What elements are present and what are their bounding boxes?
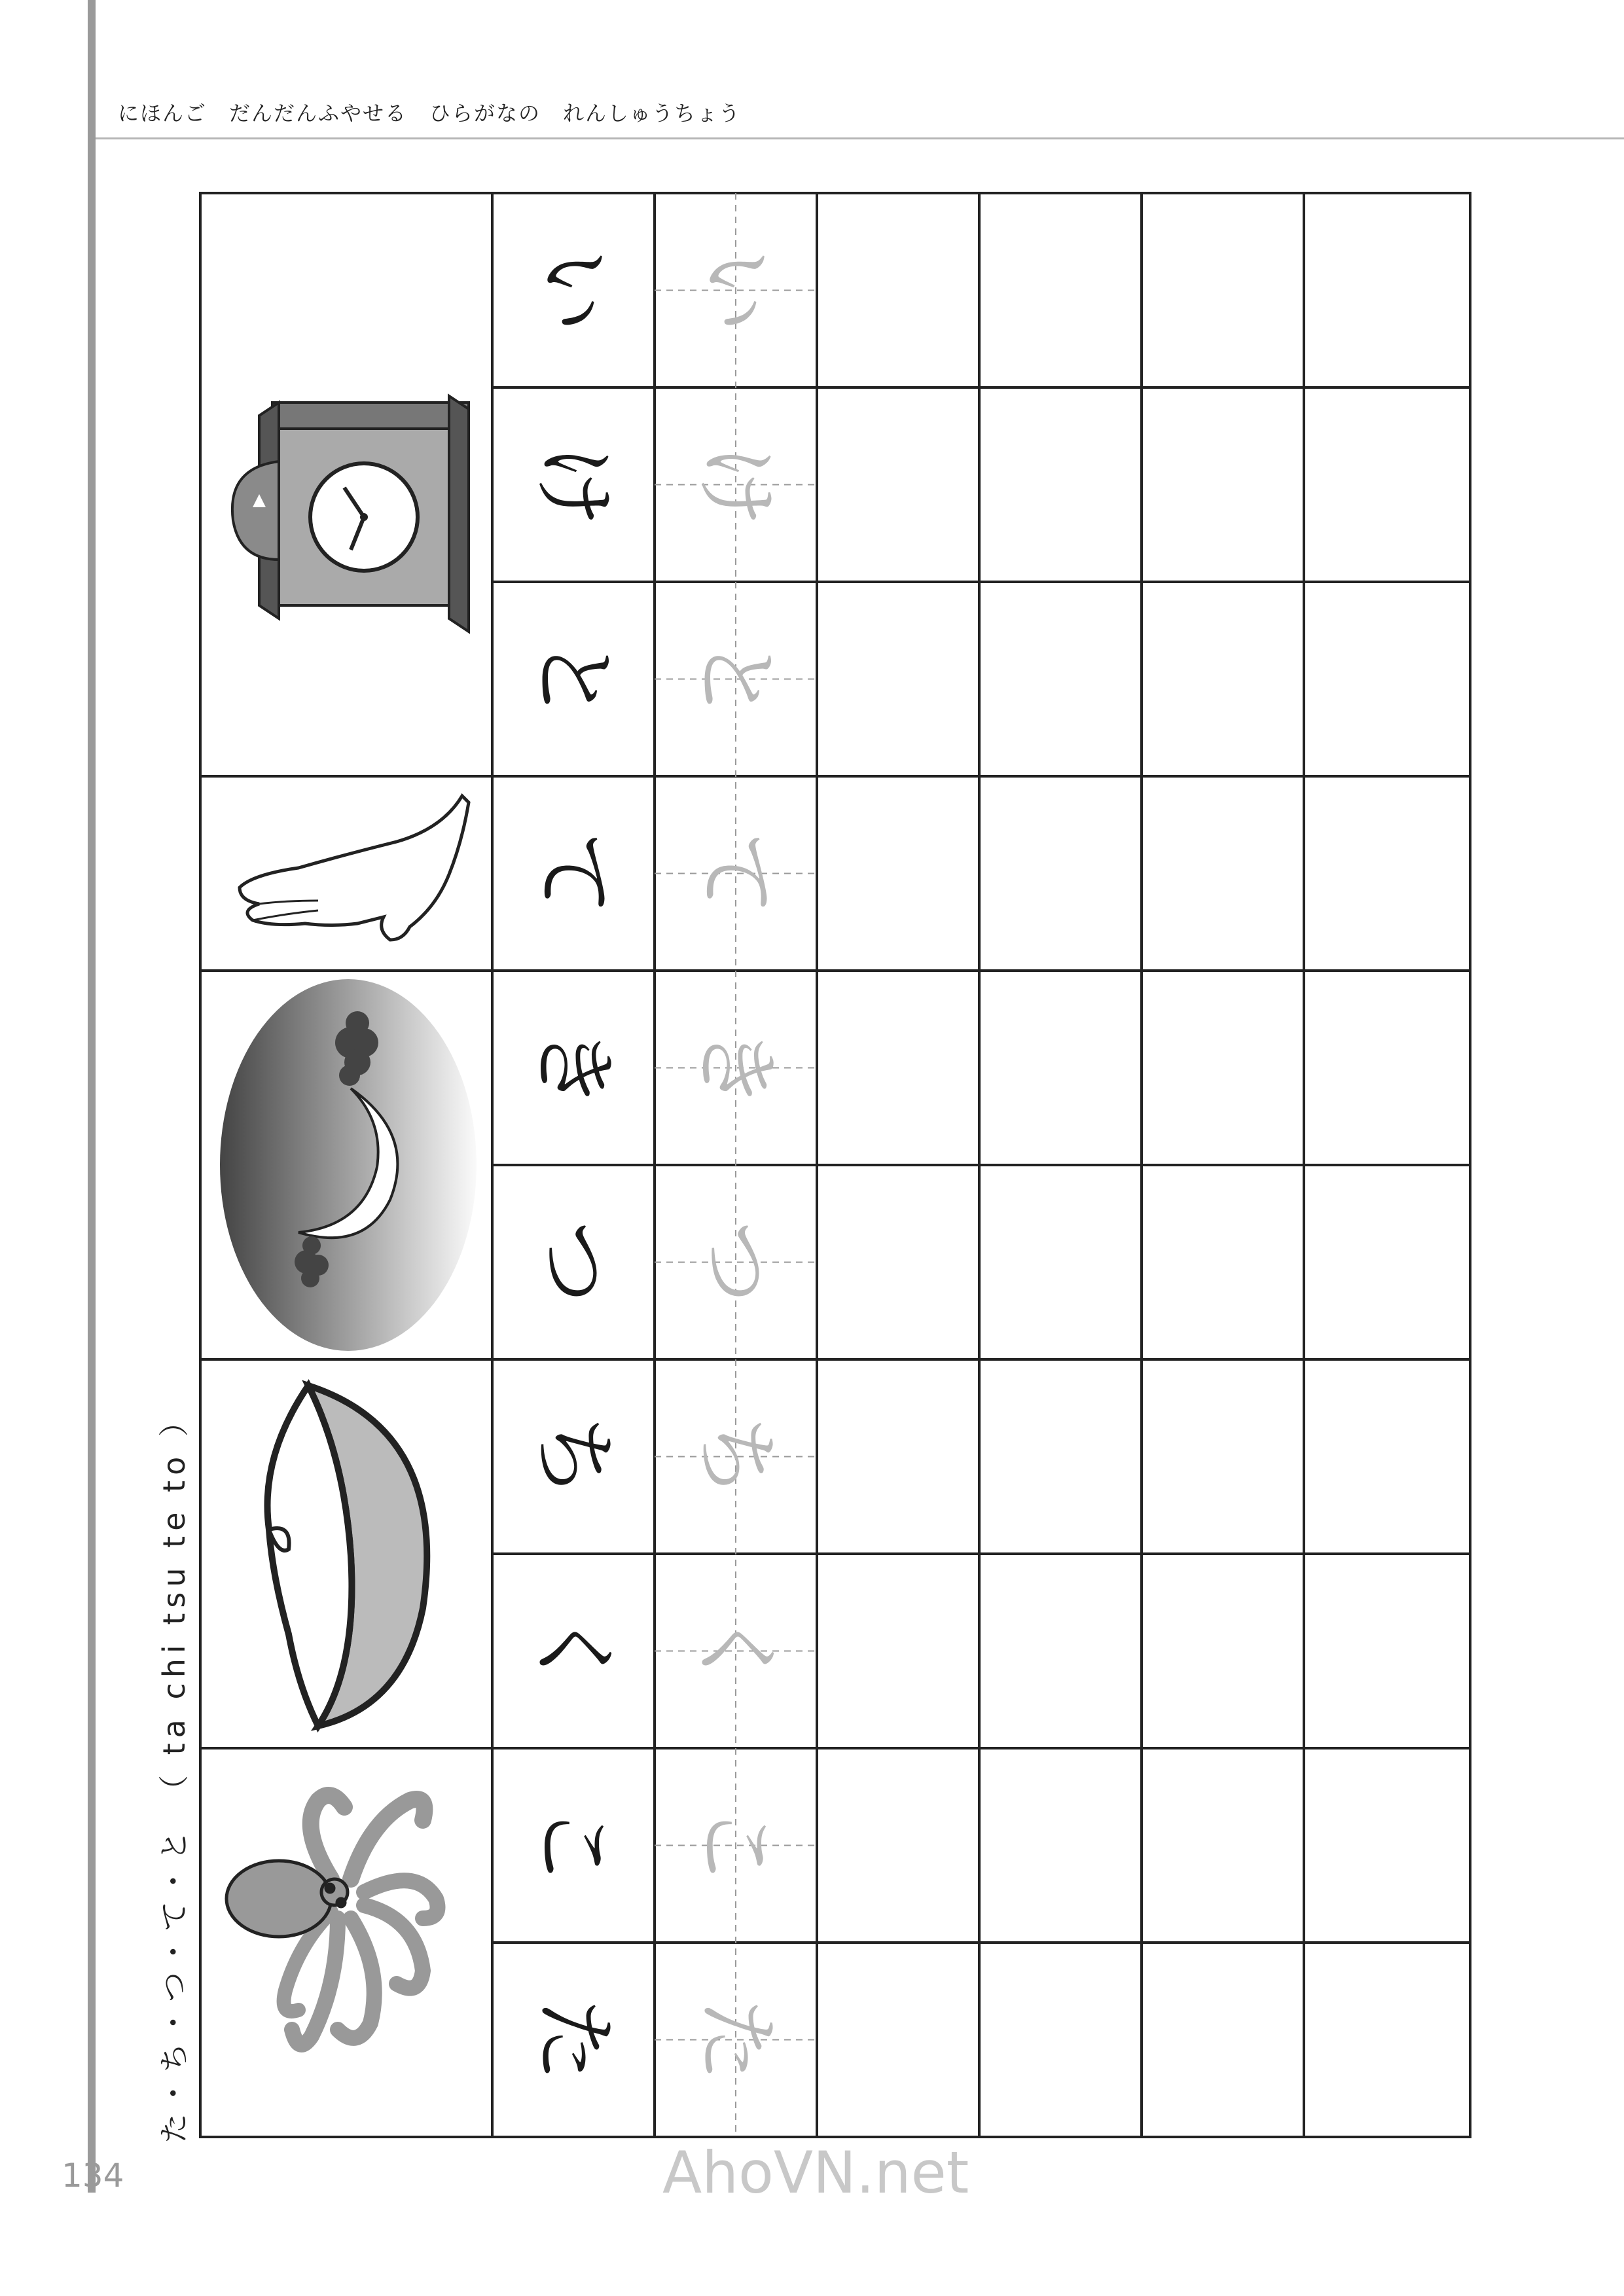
mantel-clock-icon <box>200 193 492 776</box>
model-character: た <box>525 1998 623 2082</box>
practice-cell[interactable] <box>1304 582 1466 776</box>
practice-cell[interactable] <box>817 776 979 971</box>
practice-cell[interactable] <box>817 1943 979 2137</box>
header-rule <box>96 137 1624 139</box>
page-number: 134 <box>62 2157 124 2195</box>
model-character: い <box>525 248 623 332</box>
practice-cell[interactable] <box>1142 1165 1304 1359</box>
practice-cell[interactable] <box>817 582 979 776</box>
crescent-moon-icon <box>200 971 492 1359</box>
practice-cell[interactable] <box>1142 1748 1304 1943</box>
model-character: こ <box>525 1803 623 1888</box>
practice-cell[interactable] <box>1304 776 1466 971</box>
practice-cell[interactable] <box>979 582 1142 776</box>
practice-cell[interactable] <box>1142 971 1304 1165</box>
practice-cell[interactable] <box>979 1943 1142 2137</box>
model-character: と <box>525 637 623 721</box>
practice-cell[interactable] <box>1142 582 1304 776</box>
practice-cell[interactable] <box>1142 1359 1304 1554</box>
practice-cell[interactable] <box>979 387 1142 582</box>
practice-cell[interactable] <box>817 971 979 1165</box>
practice-cell[interactable] <box>1142 1554 1304 1748</box>
model-character: け <box>525 442 623 527</box>
practice-cell[interactable] <box>1304 1748 1466 1943</box>
practice-cell[interactable] <box>817 1359 979 1554</box>
practice-cell[interactable] <box>1142 1943 1304 2137</box>
watermark: AhoVN.net <box>662 2139 969 2206</box>
trace-character: と <box>687 637 785 721</box>
practice-cell[interactable] <box>1142 776 1304 971</box>
trace-character: て <box>687 831 785 916</box>
practice-cell[interactable] <box>979 971 1142 1165</box>
page-header-title: にほんご だんだんふやせる ひらがなの れんしゅうちょう <box>118 101 742 126</box>
practice-cell[interactable] <box>1142 387 1304 582</box>
model-character: ち <box>525 1414 623 1499</box>
practice-cell[interactable] <box>1304 1165 1466 1359</box>
practice-cell[interactable] <box>817 1165 979 1359</box>
hand-icon <box>200 776 492 971</box>
practice-cell[interactable] <box>817 387 979 582</box>
lesson-title: た・ち・つ・て・と （ ta chi tsu te to ） <box>156 1401 192 2144</box>
trace-character: け <box>687 442 785 527</box>
practice-cell[interactable] <box>817 1748 979 1943</box>
trace-character: た <box>687 1998 785 2082</box>
practice-cell[interactable] <box>979 1748 1142 1943</box>
practice-cell[interactable] <box>817 1554 979 1748</box>
trace-character: こ <box>687 1803 785 1888</box>
trace-character: く <box>687 1609 785 1693</box>
practice-cell[interactable] <box>979 1359 1142 1554</box>
trace-character: ち <box>687 1414 785 1499</box>
trace-character: き <box>687 1026 785 1110</box>
practice-cell[interactable] <box>979 1554 1142 1748</box>
practice-cell[interactable] <box>979 1165 1142 1359</box>
trace-character: つ <box>687 1220 785 1304</box>
practice-cell[interactable] <box>1304 1554 1466 1748</box>
octopus-icon <box>200 1748 492 2137</box>
page-spine <box>88 0 96 2193</box>
bowl-icon <box>200 1359 492 1748</box>
practice-cell[interactable] <box>817 193 979 387</box>
model-character: て <box>525 831 623 916</box>
practice-cell[interactable] <box>979 193 1142 387</box>
practice-cell[interactable] <box>1142 193 1304 387</box>
model-character: き <box>525 1026 623 1110</box>
practice-cell[interactable] <box>1304 1359 1466 1554</box>
trace-character: い <box>687 248 785 332</box>
model-character: く <box>525 1609 623 1693</box>
practice-cell[interactable] <box>1304 387 1466 582</box>
model-character: つ <box>525 1220 623 1304</box>
practice-cell[interactable] <box>979 776 1142 971</box>
practice-cell[interactable] <box>1304 1943 1466 2137</box>
practice-cell[interactable] <box>1304 971 1466 1165</box>
practice-cell[interactable] <box>1304 193 1466 387</box>
